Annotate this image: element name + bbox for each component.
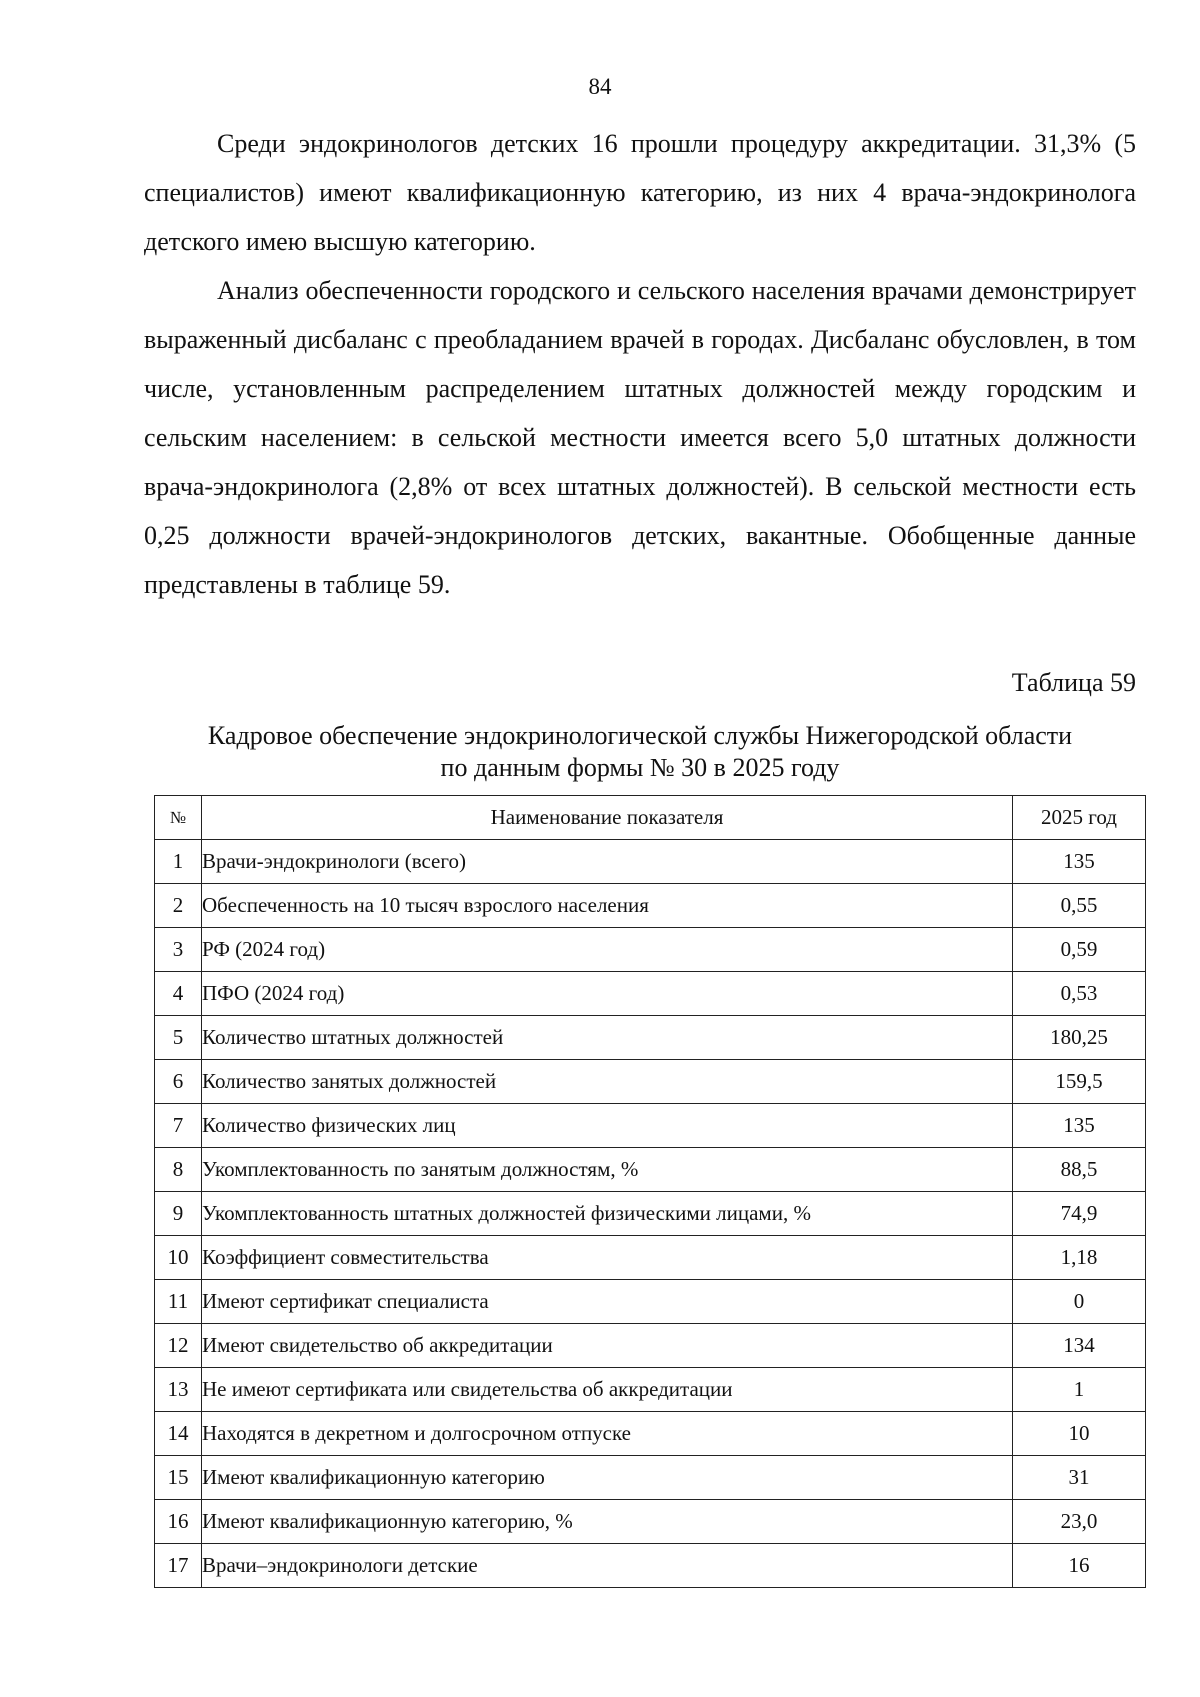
row-number: 4: [155, 972, 202, 1016]
row-value: 31: [1013, 1456, 1146, 1500]
row-indicator-name: Находятся в декретном и долгосрочном отпуске: [202, 1412, 1013, 1456]
row-value: 135: [1013, 840, 1146, 884]
table-title: [144, 720, 1136, 784]
row-value: 1,18: [1013, 1236, 1146, 1280]
row-value: 0: [1013, 1280, 1146, 1324]
table-row: [155, 1412, 1146, 1456]
row-number: 8: [155, 1148, 202, 1192]
table-row: [155, 1544, 1146, 1588]
row-number: 9: [155, 1192, 202, 1236]
header-value: 2025 год: [1013, 796, 1146, 840]
header-name: Наименование показателя: [202, 796, 1013, 840]
row-indicator-name: РФ (2024 год): [202, 928, 1013, 972]
row-value: 159,5: [1013, 1060, 1146, 1104]
table-header-row: [155, 796, 1146, 840]
row-number: 17: [155, 1544, 202, 1588]
row-number: 11: [155, 1280, 202, 1324]
row-indicator-name: Врачи–эндокринологи детские: [202, 1544, 1013, 1588]
row-indicator-name: Имеют свидетельство об аккредитации: [202, 1324, 1013, 1368]
row-value: 134: [1013, 1324, 1146, 1368]
row-value: 135: [1013, 1104, 1146, 1148]
table-row: [155, 1456, 1146, 1500]
row-number: 15: [155, 1456, 202, 1500]
row-indicator-name: Количество физических лиц: [202, 1104, 1013, 1148]
row-indicator-name: Имеют квалификационную категорию, %: [202, 1500, 1013, 1544]
row-number: 12: [155, 1324, 202, 1368]
row-value: 74,9: [1013, 1192, 1146, 1236]
row-indicator-name: Коэффициент совместительства: [202, 1236, 1013, 1280]
header-num: №: [155, 796, 202, 840]
row-number: 16: [155, 1500, 202, 1544]
row-value: 10: [1013, 1412, 1146, 1456]
row-value: 23,0: [1013, 1500, 1146, 1544]
row-indicator-name: Имеют квалификационную категорию: [202, 1456, 1013, 1500]
table-label: Таблица 59: [1011, 668, 1136, 697]
row-value: 16: [1013, 1544, 1146, 1588]
table-row: [155, 1280, 1146, 1324]
row-indicator-name: ПФО (2024 год): [202, 972, 1013, 1016]
row-value: 88,5: [1013, 1148, 1146, 1192]
row-indicator-name: Обеспеченность на 10 тысяч взрослого населения: [202, 884, 1013, 928]
row-value: 1: [1013, 1368, 1146, 1412]
row-number: 6: [155, 1060, 202, 1104]
row-number: 1: [155, 840, 202, 884]
table-title-line: Кадровое обеспечение эндокринологической службы Нижегородской области: [207, 721, 1073, 750]
body-text: [144, 119, 1136, 609]
row-indicator-name: Имеют сертификат специалиста: [202, 1280, 1013, 1324]
table-row: [155, 1148, 1146, 1192]
table-row: [155, 1104, 1146, 1148]
row-indicator-name: Укомплектованность штатных должностей физическими лицами, %: [202, 1192, 1013, 1236]
row-indicator-name: Не имеют сертификата или свидетельства об аккредитации: [202, 1368, 1013, 1412]
table-row: [155, 1368, 1146, 1412]
paragraph: Среди эндокринологов детских 16 прошли процедуру аккредитации. 31,3% (5 специалистов) имеют квалификационную категорию, из них 4 врача-эндокринолога детского имею высшую категорию.: [144, 129, 1136, 256]
row-number: 14: [155, 1412, 202, 1456]
table-title-line: по данным формы № 30 в 2025 году: [440, 753, 840, 782]
paragraph: Анализ обеспеченности городского и сельского населения врачами демонстрирует выраженный дисбаланс с преобладанием врачей в городах. Дисбаланс обусловлен, в том числе, установленным распределением штатных должностей между городским и сельским населением: в сельской местности имеется всего 5,0 штатных должности врача-эндокринолога (2,8% от всех штатных должностей). В сельской местности есть 0,25 должности врачей-эндокринологов детских, вакантные. Обобщенные данные представлены в таблице 59.: [144, 276, 1136, 599]
row-number: 5: [155, 1016, 202, 1060]
table-row: [155, 1236, 1146, 1280]
table-row: [155, 972, 1146, 1016]
row-indicator-name: Врачи-эндокринологи (всего): [202, 840, 1013, 884]
table-row: [155, 1192, 1146, 1236]
table-row: [155, 1060, 1146, 1104]
page-number: 84: [588, 74, 612, 99]
table-row: [155, 1016, 1146, 1060]
table-row: [155, 1500, 1146, 1544]
row-number: 2: [155, 884, 202, 928]
row-value: 180,25: [1013, 1016, 1146, 1060]
row-indicator-name: Укомплектованность по занятым должностям, %: [202, 1148, 1013, 1192]
row-value: 0,53: [1013, 972, 1146, 1016]
row-indicator-name: Количество штатных должностей: [202, 1016, 1013, 1060]
staffing-table: [154, 795, 1146, 1588]
row-value: 0,55: [1013, 884, 1146, 928]
row-indicator-name: Количество занятых должностей: [202, 1060, 1013, 1104]
row-number: 7: [155, 1104, 202, 1148]
table-row: [155, 1324, 1146, 1368]
row-number: 13: [155, 1368, 202, 1412]
table-row: [155, 928, 1146, 972]
table-row: [155, 840, 1146, 884]
table-body: [155, 840, 1146, 1588]
table-row: [155, 884, 1146, 928]
row-number: 3: [155, 928, 202, 972]
row-value: 0,59: [1013, 928, 1146, 972]
row-number: 10: [155, 1236, 202, 1280]
